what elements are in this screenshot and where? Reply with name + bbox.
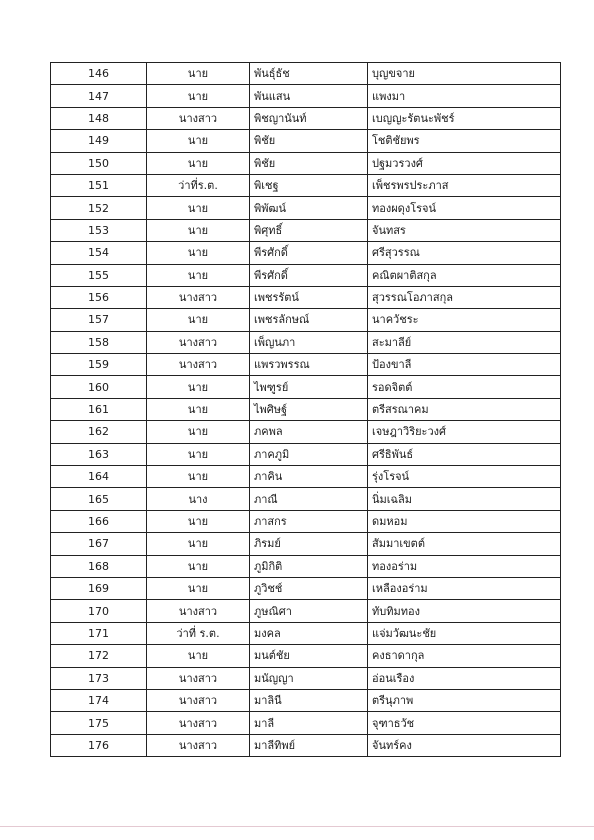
row-number: 156 (51, 286, 147, 308)
last-name: จันทร์คง (368, 734, 561, 756)
first-name: พิพัฒน์ (250, 197, 368, 219)
row-number: 167 (51, 533, 147, 555)
first-name: พีรศักดิ์ (250, 264, 368, 286)
first-name: พิชัย (250, 152, 368, 174)
table-row (51, 286, 561, 308)
name-title: นางสาว (147, 600, 250, 622)
first-name: ภาคภูมิ (250, 443, 368, 465)
last-name: ปฐมวรวงศ์ (368, 152, 561, 174)
last-name: คงธาดากุล (368, 645, 561, 667)
last-name: ทับทิมทอง (368, 600, 561, 622)
last-name: นิ่มเฉลิม (368, 488, 561, 510)
table-row (51, 533, 561, 555)
row-number: 163 (51, 443, 147, 465)
row-number: 174 (51, 689, 147, 711)
name-title: ว่าที่ร.ต. (147, 174, 250, 196)
table-row (51, 443, 561, 465)
first-name: มนต์ชัย (250, 645, 368, 667)
name-title: นาย (147, 398, 250, 420)
row-number: 172 (51, 645, 147, 667)
name-title: นาย (147, 466, 250, 488)
row-number: 169 (51, 577, 147, 599)
first-name: ภาสกร (250, 510, 368, 532)
table-row (51, 107, 561, 129)
name-list-body (51, 63, 561, 757)
name-title: นางสาว (147, 689, 250, 711)
row-number: 146 (51, 63, 147, 85)
name-title: นาย (147, 443, 250, 465)
row-number: 175 (51, 712, 147, 734)
name-title: นาย (147, 510, 250, 532)
table-row (51, 174, 561, 196)
row-number: 160 (51, 376, 147, 398)
last-name: บุญขจาย (368, 63, 561, 85)
name-title: นาย (147, 421, 250, 443)
first-name: ภิรมย์ (250, 533, 368, 555)
first-name: พันแสน (250, 85, 368, 107)
table-row (51, 734, 561, 756)
last-name: ตรีนุภาพ (368, 689, 561, 711)
name-title: นางสาว (147, 734, 250, 756)
row-number: 148 (51, 107, 147, 129)
name-title: นาย (147, 219, 250, 241)
last-name: สะมาลีย์ (368, 331, 561, 353)
first-name: ภูษณิศา (250, 600, 368, 622)
row-number: 157 (51, 309, 147, 331)
row-number: 162 (51, 421, 147, 443)
first-name: มงคล (250, 622, 368, 644)
last-name: เบญญะรัตนะพัชร์ (368, 107, 561, 129)
first-name: ภูมิกิติ (250, 555, 368, 577)
name-title: นาย (147, 264, 250, 286)
table-row (51, 712, 561, 734)
name-title: นาย (147, 577, 250, 599)
table-row (51, 309, 561, 331)
row-number: 176 (51, 734, 147, 756)
table-row (51, 63, 561, 85)
last-name: ศรีสุวรรณ (368, 242, 561, 264)
row-number: 171 (51, 622, 147, 644)
table-row (51, 555, 561, 577)
row-number: 147 (51, 85, 147, 107)
first-name: พิชัย (250, 130, 368, 152)
row-number: 161 (51, 398, 147, 420)
row-number: 152 (51, 197, 147, 219)
first-name: มาลินี (250, 689, 368, 711)
row-number: 155 (51, 264, 147, 286)
row-number: 170 (51, 600, 147, 622)
first-name: พิเชฐ (250, 174, 368, 196)
table-row (51, 689, 561, 711)
last-name: ตรีสรณาคม (368, 398, 561, 420)
table-row (51, 421, 561, 443)
row-number: 159 (51, 354, 147, 376)
table-row (51, 376, 561, 398)
name-title: นาย (147, 85, 250, 107)
first-name: เพชรลักษณ์ (250, 309, 368, 331)
first-name: ไพฑูรย์ (250, 376, 368, 398)
table-row (51, 219, 561, 241)
last-name: เพ็ชรพรประภาส (368, 174, 561, 196)
name-title: นาย (147, 242, 250, 264)
name-title: นาง (147, 488, 250, 510)
name-title: นาย (147, 555, 250, 577)
table-row (51, 645, 561, 667)
table-row (51, 577, 561, 599)
name-title: นางสาว (147, 712, 250, 734)
table-row (51, 264, 561, 286)
table-row (51, 130, 561, 152)
first-name: พันธุ์ธัช (250, 63, 368, 85)
page-bottom-divider (0, 826, 594, 827)
last-name: จันทสร (368, 219, 561, 241)
table-row (51, 85, 561, 107)
table-row (51, 354, 561, 376)
first-name: มาลี (250, 712, 368, 734)
first-name: เพ็ญนภา (250, 331, 368, 353)
table-row (51, 622, 561, 644)
row-number: 149 (51, 130, 147, 152)
table-row (51, 398, 561, 420)
name-title: นาย (147, 309, 250, 331)
name-title: นาย (147, 376, 250, 398)
last-name: รุ่งโรจน์ (368, 466, 561, 488)
name-title: นาย (147, 533, 250, 555)
name-title: นาย (147, 152, 250, 174)
table-row (51, 466, 561, 488)
last-name: ศรีธิพันธ์ (368, 443, 561, 465)
table-row (51, 510, 561, 532)
first-name: ภคพล (250, 421, 368, 443)
first-name: มนัญญา (250, 667, 368, 689)
table-row (51, 488, 561, 510)
table-row (51, 152, 561, 174)
first-name: พิชญานันท์ (250, 107, 368, 129)
table-row (51, 600, 561, 622)
row-number: 158 (51, 331, 147, 353)
name-title: นาย (147, 130, 250, 152)
last-name: สุวรรณโอภาสกุล (368, 286, 561, 308)
row-number: 151 (51, 174, 147, 196)
row-number: 166 (51, 510, 147, 532)
last-name: โชติชัยพร (368, 130, 561, 152)
first-name: พีรศักดิ์ (250, 242, 368, 264)
row-number: 154 (51, 242, 147, 264)
first-name: ภาณี (250, 488, 368, 510)
name-title: นางสาว (147, 331, 250, 353)
first-name: ภาคิน (250, 466, 368, 488)
table-row (51, 197, 561, 219)
name-title: นางสาว (147, 107, 250, 129)
last-name: ทองอร่าม (368, 555, 561, 577)
last-name: แพงมา (368, 85, 561, 107)
last-name: นาควัชระ (368, 309, 561, 331)
name-title: นางสาว (147, 286, 250, 308)
last-name: ดมหอม (368, 510, 561, 532)
last-name: สัมมาเขตต์ (368, 533, 561, 555)
first-name: แพรวพรรณ (250, 354, 368, 376)
last-name: จุฑาธวัช (368, 712, 561, 734)
first-name: เพชรรัตน์ (250, 286, 368, 308)
last-name: รอดจิตต์ (368, 376, 561, 398)
name-title: นางสาว (147, 667, 250, 689)
name-title: ว่าที่ ร.ต. (147, 622, 250, 644)
row-number: 164 (51, 466, 147, 488)
row-number: 153 (51, 219, 147, 241)
row-number: 168 (51, 555, 147, 577)
last-name: เจษฎาวิริยะวงศ์ (368, 421, 561, 443)
row-number: 173 (51, 667, 147, 689)
last-name: คณิตผาติสกุล (368, 264, 561, 286)
name-title: นาย (147, 645, 250, 667)
table-row (51, 667, 561, 689)
last-name: เหลืองอร่าม (368, 577, 561, 599)
first-name: มาลีทิพย์ (250, 734, 368, 756)
last-name: ทองผดุงโรจน์ (368, 197, 561, 219)
row-number: 150 (51, 152, 147, 174)
table-row (51, 242, 561, 264)
last-name: ป้องขาลี (368, 354, 561, 376)
table-row (51, 331, 561, 353)
first-name: ภูวิชช์ (250, 577, 368, 599)
name-list-table (50, 62, 561, 757)
name-title: นาย (147, 197, 250, 219)
first-name: ไพศิษฐ์ (250, 398, 368, 420)
last-name: อ่อนเรือง (368, 667, 561, 689)
first-name: พิศุทธิ์ (250, 219, 368, 241)
name-title: นาย (147, 63, 250, 85)
last-name: แจ่มวัฒนะชัย (368, 622, 561, 644)
name-title: นางสาว (147, 354, 250, 376)
row-number: 165 (51, 488, 147, 510)
